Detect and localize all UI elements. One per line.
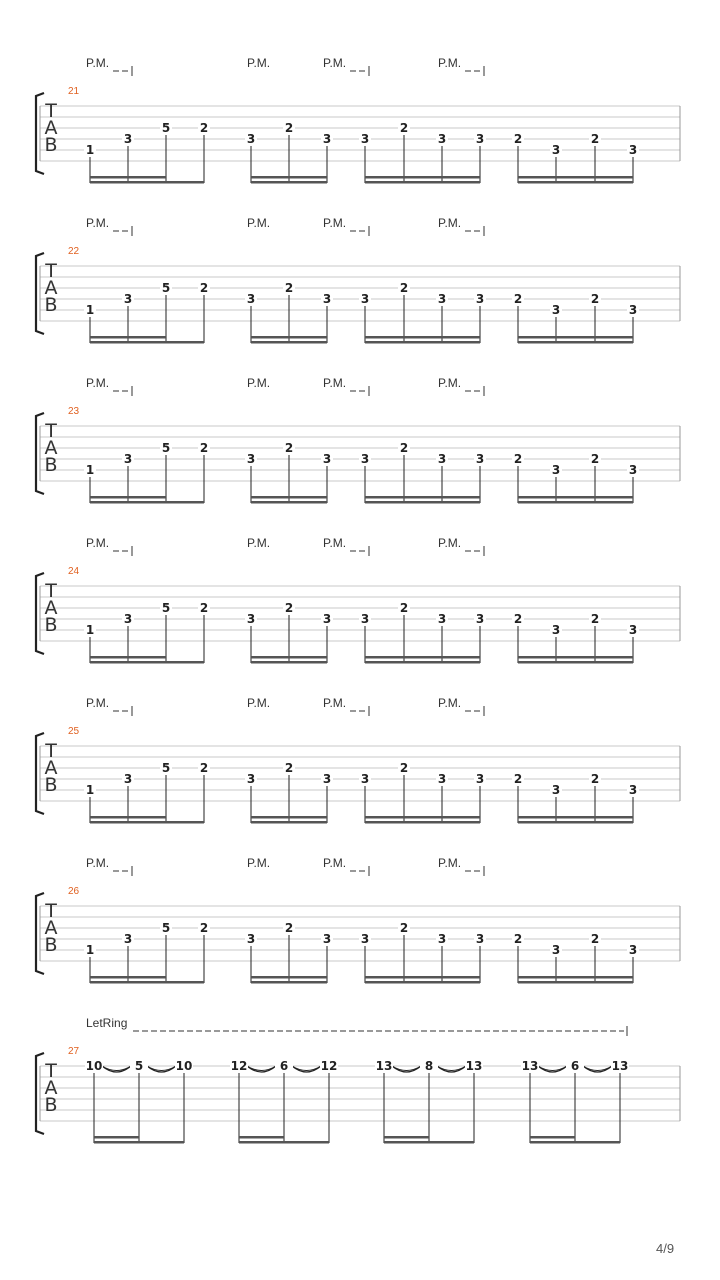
note-beam [90,341,204,344]
measure-number: 26 [68,886,80,897]
note-beam-secondary [365,336,480,339]
fret-number: 2 [284,761,294,775]
fret-number: 2 [399,281,409,295]
palm-mute-label: P.M. [86,216,110,230]
note-beam-secondary [90,336,166,339]
let-ring-label: LetRing [86,1016,128,1030]
fret-number: 2 [199,281,209,295]
fret-number: 5 [161,441,171,455]
note-beam-secondary [365,656,480,659]
fret-number: 3 [551,303,561,317]
fret-number: 3 [322,132,332,146]
note-beam-secondary [90,976,166,979]
fret-number: 3 [475,772,485,786]
palm-mute-label: P.M. [323,376,347,390]
fret-number: 3 [551,143,561,157]
fret-number: 3 [123,612,133,626]
fret-number: 2 [513,292,523,306]
fret-number: 3 [360,132,370,146]
fret-number: 2 [513,772,523,786]
fret-number: 2 [284,921,294,935]
note-beam [251,181,327,184]
note-beam [90,501,204,504]
fret-number: 2 [199,441,209,455]
fret-number: 3 [437,452,447,466]
palm-mute-label: P.M. [438,56,462,70]
tab-clef-letter: T [45,900,57,922]
fret-number: 3 [628,143,638,157]
fret-number: 6 [279,1059,289,1073]
slur [147,1066,176,1072]
fret-number: 2 [399,441,409,455]
note-beam [384,1141,474,1144]
tab-clef-letter: T [45,740,57,762]
note-beam-secondary [90,496,166,499]
fret-number: 8 [424,1059,434,1073]
slur [437,1066,466,1071]
palm-mute-label: P.M. [438,696,462,710]
tab-clef-letter: B [44,614,58,636]
fret-number: 1 [85,943,95,957]
note-beam-secondary [365,976,480,979]
note-beam [90,181,204,184]
palm-mute-label: P.M. [247,376,271,390]
tab-clef-letter: A [44,277,58,299]
fret-number: 3 [437,772,447,786]
fret-number: 1 [85,463,95,477]
fret-number: 5 [161,921,171,935]
fret-number: 2 [590,132,600,146]
slur [147,1066,176,1071]
fret-number: 3 [360,452,370,466]
tab-clef-letter: A [44,917,58,939]
fret-number: 3 [475,932,485,946]
palm-mute-label: P.M. [323,856,347,870]
fret-number: 3 [322,612,332,626]
fret-number: 3 [246,932,256,946]
tab-clef-letter: B [44,134,58,156]
fret-number: 3 [437,932,447,946]
fret-number: 3 [360,772,370,786]
fret-number: 3 [360,292,370,306]
note-beam-secondary [251,176,327,179]
note-beam-secondary [518,976,633,979]
palm-mute-label: P.M. [323,536,347,550]
fret-number: 2 [513,452,523,466]
fret-number: 2 [284,601,294,615]
note-beam-secondary [251,656,327,659]
fret-number: 2 [590,932,600,946]
note-beam-secondary [518,336,633,339]
palm-mute-label: P.M. [86,696,110,710]
measure-number: 27 [68,1046,80,1057]
note-beam [90,661,204,664]
tab-clef-letter: T [45,420,57,442]
fret-number: 13 [465,1059,483,1073]
tab-system [36,696,680,824]
note-beam [365,181,480,184]
note-beam [518,661,633,664]
palm-mute-label: P.M. [323,56,347,70]
note-beam [518,501,633,504]
palm-mute-label: P.M. [86,536,110,550]
fret-number: 3 [322,292,332,306]
fret-number: 3 [123,772,133,786]
fret-number: 2 [199,921,209,935]
note-beam [251,981,327,984]
fret-number: 12 [230,1059,248,1073]
palm-mute-label: P.M. [247,696,271,710]
fret-number: 2 [513,132,523,146]
slur [538,1066,567,1071]
fret-number: 2 [284,121,294,135]
palm-mute-label: P.M. [247,216,271,230]
fret-number: 3 [628,783,638,797]
fret-number: 1 [85,623,95,637]
fret-number: 13 [375,1059,393,1073]
fret-number: 1 [85,783,95,797]
fret-number: 2 [590,452,600,466]
tab-clef-letter: T [45,580,57,602]
tab-clef-letter: B [44,774,58,796]
note-beam [518,181,633,184]
note-beam [94,1141,184,1144]
fret-number: 2 [199,121,209,135]
fret-number: 3 [551,463,561,477]
fret-number: 3 [246,612,256,626]
note-beam [239,1141,329,1144]
fret-number: 3 [475,292,485,306]
tab-clef-letter: A [44,757,58,779]
fret-number: 5 [161,281,171,295]
fret-number: 3 [551,783,561,797]
fret-number: 10 [175,1059,193,1073]
tab-clef-letter: B [44,294,58,316]
slur [437,1066,466,1072]
fret-number: 3 [246,292,256,306]
note-beam [251,661,327,664]
tab-system [36,376,680,504]
fret-number: 1 [85,143,95,157]
note-beam [251,341,327,344]
fret-number: 3 [246,132,256,146]
palm-mute-label: P.M. [438,216,462,230]
tab-clef-letter: A [44,1077,58,1099]
palm-mute-label: P.M. [86,376,110,390]
fret-number: 2 [590,292,600,306]
palm-mute-label: P.M. [86,856,110,870]
fret-number: 3 [551,623,561,637]
note-beam [365,661,480,664]
note-beam-secondary [365,496,480,499]
fret-number: 2 [513,612,523,626]
note-beam-secondary [239,1136,284,1139]
slur [292,1066,321,1071]
fret-number: 3 [360,932,370,946]
palm-mute-label: P.M. [438,856,462,870]
fret-number: 2 [399,761,409,775]
note-beam [365,981,480,984]
slur [392,1066,421,1071]
fret-number: 13 [521,1059,539,1073]
fret-number: 2 [199,761,209,775]
fret-number: 1 [85,303,95,317]
note-beam-secondary [90,816,166,819]
fret-number: 2 [284,441,294,455]
tab-clef-letter: T [45,100,57,122]
fret-number: 3 [360,612,370,626]
measure-number: 25 [68,726,80,737]
tab-clef-letter: B [44,454,58,476]
fret-number: 2 [284,281,294,295]
fret-number: 6 [570,1059,580,1073]
slur [392,1066,421,1072]
note-beam [518,821,633,824]
palm-mute-label: P.M. [86,56,110,70]
palm-mute-label: P.M. [323,216,347,230]
slur [538,1066,567,1072]
note-beam-secondary [518,656,633,659]
palm-mute-label: P.M. [247,856,271,870]
fret-number: 3 [322,932,332,946]
palm-mute-label: P.M. [438,536,462,550]
fret-number: 3 [628,943,638,957]
fret-number: 3 [246,452,256,466]
tab-system [36,56,680,184]
note-beam [518,341,633,344]
slur [247,1066,276,1071]
slur [247,1066,276,1072]
slur [583,1066,612,1072]
measure-number: 22 [68,246,80,257]
tab-system [36,536,680,664]
fret-number: 2 [590,612,600,626]
fret-number: 12 [320,1059,338,1073]
fret-number: 3 [123,292,133,306]
note-beam [518,981,633,984]
fret-number: 2 [513,932,523,946]
tab-clef-letter: A [44,597,58,619]
fret-number: 3 [475,612,485,626]
fret-number: 10 [85,1059,103,1073]
measure-number: 21 [68,86,80,97]
note-beam-secondary [251,976,327,979]
fret-number: 3 [322,452,332,466]
fret-number: 5 [161,601,171,615]
slur [292,1066,321,1072]
tab-clef-letter: B [44,1094,58,1116]
tab-clef-letter: T [45,260,57,282]
fret-number: 3 [475,452,485,466]
fret-number: 3 [322,772,332,786]
fret-number: 2 [590,772,600,786]
fret-number: 3 [475,132,485,146]
fret-number: 3 [123,132,133,146]
fret-number: 3 [246,772,256,786]
note-beam-secondary [365,176,480,179]
fret-number: 5 [161,761,171,775]
fret-number: 3 [628,303,638,317]
fret-number: 3 [123,932,133,946]
measure-number: 24 [68,566,80,577]
note-beam [365,821,480,824]
tab-clef-letter: B [44,934,58,956]
tab-system [36,1016,680,1144]
note-beam-secondary [90,656,166,659]
fret-number: 3 [628,463,638,477]
note-beam-secondary [251,816,327,819]
palm-mute-label: P.M. [247,56,271,70]
note-beam-secondary [518,496,633,499]
slur [102,1066,131,1071]
fret-number: 2 [399,121,409,135]
fret-number: 3 [628,623,638,637]
tab-clef-letter: A [44,437,58,459]
tab-system [36,216,680,344]
fret-number: 3 [123,452,133,466]
fret-number: 5 [134,1059,144,1073]
fret-number: 2 [199,601,209,615]
note-beam-secondary [251,496,327,499]
palm-mute-label: P.M. [323,696,347,710]
note-beam-secondary [365,816,480,819]
note-beam [90,981,204,984]
note-beam [530,1141,620,1144]
palm-mute-label: P.M. [247,536,271,550]
note-beam [251,501,327,504]
fret-number: 3 [437,612,447,626]
page-number: 4/9 [656,1241,675,1256]
tab-system [36,856,680,984]
fret-number: 2 [399,921,409,935]
note-beam-secondary [518,816,633,819]
fret-number: 5 [161,121,171,135]
measure-number: 23 [68,406,80,417]
note-beam-secondary [90,176,166,179]
fret-number: 13 [611,1059,629,1073]
note-beam [90,821,204,824]
palm-mute-label: P.M. [438,376,462,390]
tab-clef-letter: A [44,117,58,139]
tab-clef-letter: T [45,1060,57,1082]
note-beam-secondary [530,1136,575,1139]
note-beam-secondary [384,1136,429,1139]
note-beam-secondary [251,336,327,339]
note-beam-secondary [94,1136,139,1139]
slur [102,1066,131,1072]
slur [583,1066,612,1071]
fret-number: 3 [437,292,447,306]
note-beam [365,501,480,504]
note-beam [365,341,480,344]
fret-number: 2 [399,601,409,615]
note-beam-secondary [518,176,633,179]
fret-number: 3 [437,132,447,146]
note-beam [251,821,327,824]
fret-number: 3 [551,943,561,957]
